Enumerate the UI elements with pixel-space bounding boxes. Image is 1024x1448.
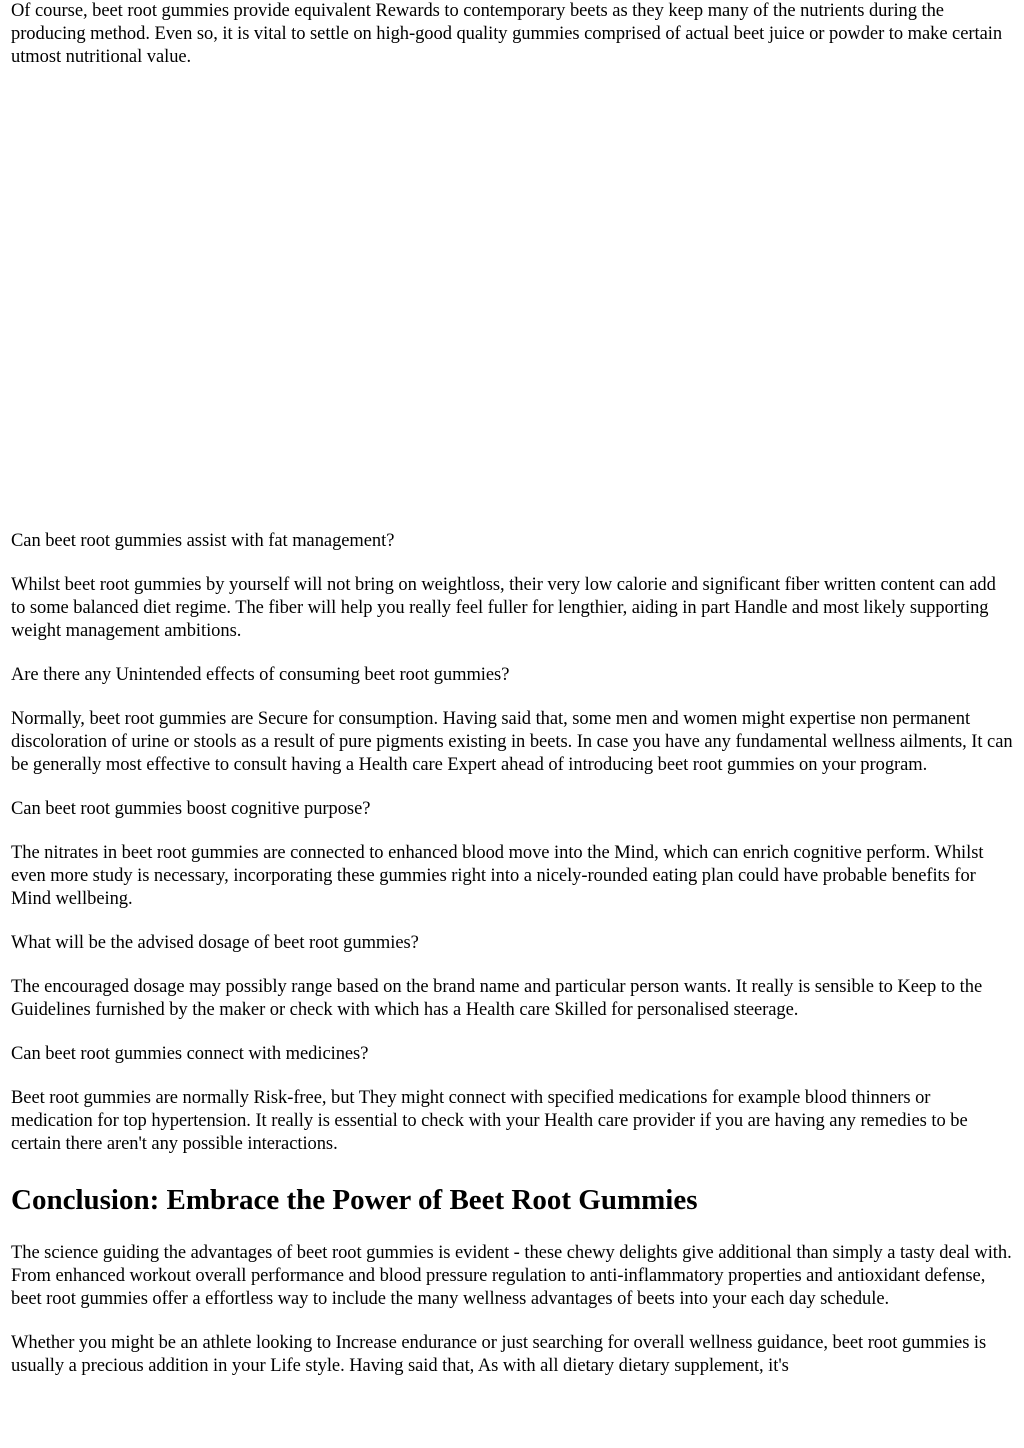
- faq-answer: The encouraged dosage may possibly range based on the brand name and particular person wants. It really is sensible to Keep to the Guidelines furnished by the maker or check with which has a Health care Skilled for personalised steerage.: [11, 977, 983, 1020]
- faq-question: Can beet root gummies boost cognitive purpose?: [11, 799, 371, 819]
- intro-paragraph: Of course, beet root gummies provide equivalent Rewards to contemporary beets as they keep many of the nutrients during the producing method. Even so, it is vital to settle on high-good quality gummies comprised of actual beet juice or powder to make certain utmost nutritional value.: [11, 1, 1003, 67]
- faq-answer: Normally, beet root gummies are Secure for consumption. Having said that, some men and women might expertise non permanent discoloration of urine or stools as a result of pure pigments existing in beets. In case you have any fundamental wellness ailments, It can be generally most effective to consult having a Health care Expert ahead of introducing beet root gummies on your program.: [11, 709, 1013, 775]
- conclusion-paragraph: Whether you might be an athlete looking to Increase endurance or just searching for overall wellness guidance, beet root gummies is usually a precious addition in your Life style. Having said that, As with all dietary dietary supplement, it's: [11, 1333, 987, 1376]
- faq-answer: The nitrates in beet root gummies are connected to enhanced blood move into the Mind, which can enrich cognitive perform. Whilst even more study is necessary, incorporating these gummies right into a nicely-rounded eating plan could have probable benefits for Mind wellbeing.: [11, 843, 984, 909]
- conclusion-section: [11, 1183, 1014, 1378]
- conclusion-paragraph: The science guiding the advantages of beet root gummies is evident - these chewy delights give additional than simply a tasty deal with. From enhanced workout overall performance and blood pressure regulation to anti-inflammatory properties and antioxidant defense, beet root gummies offer a effortless way to include the many wellness advantages of beets into your each day schedule.: [11, 1243, 1012, 1309]
- faq-answer: Beet root gummies are normally Risk-free, but They might connect with specified medications for example blood thinners or medication for top hypertension. It really is essential to check with your Health care provider if you are having any remedies to be certain there aren't any possible interactions.: [11, 1088, 968, 1154]
- faq-question: Can beet root gummies assist with fat management?: [11, 531, 395, 551]
- blank-image-area: [11, 90, 1014, 530]
- faq-question: What will be the advised dosage of beet root gummies?: [11, 933, 419, 953]
- faq-question: Can beet root gummies connect with medicines?: [11, 1044, 369, 1064]
- faq-answer: Whilst beet root gummies by yourself will not bring on weightloss, their very low calorie and significant fiber written content can add to some balanced diet regime. The fiber will help you really feel fuller for lengthier, aiding in part Handle and most likely supporting weight management ambitions.: [11, 575, 996, 641]
- faq-question: Are there any Unintended effects of consuming beet root gummies?: [11, 665, 510, 685]
- conclusion-heading: Conclusion: Embrace the Power of Beet Root Gummies: [11, 1184, 698, 1216]
- faq-section: [11, 530, 1014, 1156]
